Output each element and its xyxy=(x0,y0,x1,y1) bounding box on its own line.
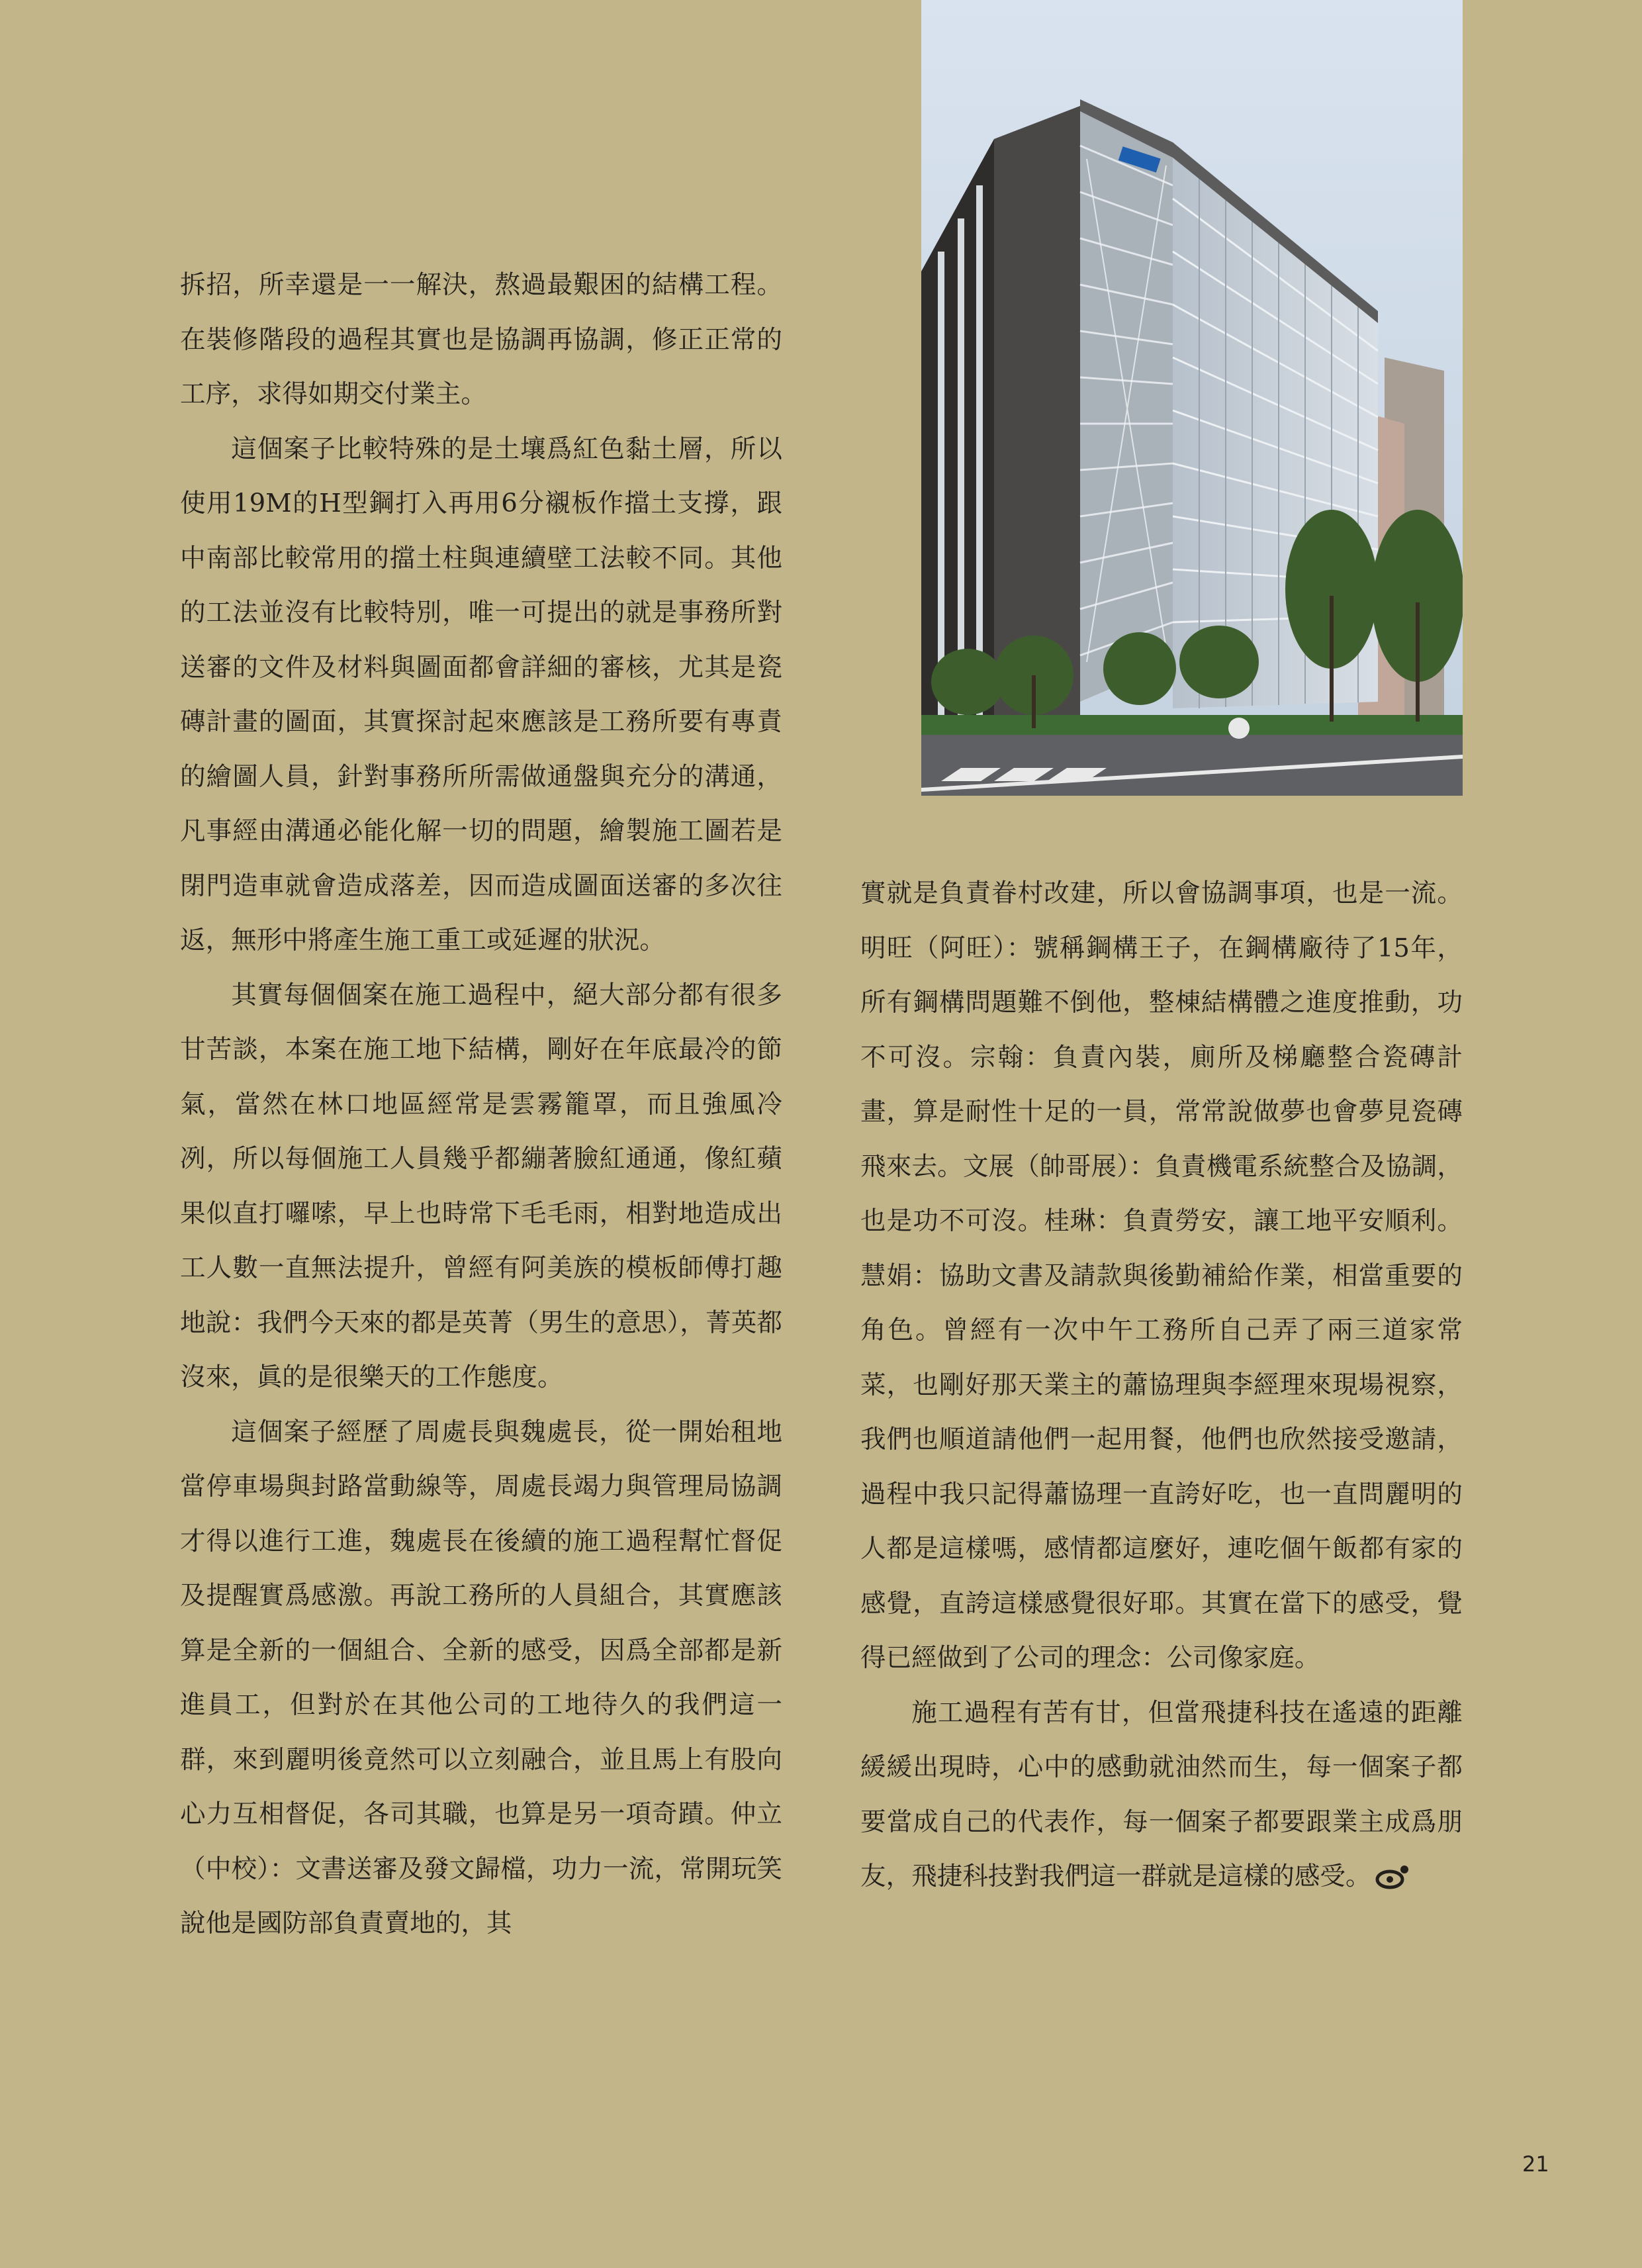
building-photo xyxy=(921,0,1463,796)
left-paragraph-2: 這個案子比較特殊的是土壤爲紅色黏土層，所以使用19M的H型鋼打入再用6分襯板作擋土支撐，跟中南部比較常用的擋土柱與連續壁工法較不同。其他的工法並沒有比較特別，唯一可提出的就是事務所對送審的文件及材料與圖面都會詳細的審核，尤其是瓷磚計畫的圖面，其實探討起來應該是工務所要有專責的繪圖人員，針對事務所所需做通盤與充分的溝通，凡事經由溝通必能化解一切的問題，繪製施工圖若是閉門造車就會造成落差，因而造成圖面送審的多次往返，無形中將產生施工重工或延遲的狀況。 xyxy=(180,434,782,955)
left-paragraph-3: 其實每個個案在施工過程中，絕大部分都有很多甘苦談，本案在施工地下結構，剛好在年底最冷的節氣，當然在林口地區經常是雲霧籠罩，而且強風冷冽，所以每個施工人員幾乎都繃著臉紅通通，像紅蘋果似直打囉嗦，早上也時常下毛毛雨，相對地造成出工人數一直無法提升，曾經有阿美族的模板師傅打趣地說：我們今天來的都是英菁（男生的意思），菁英都沒來，眞的是很樂天的工作態度。 xyxy=(180,980,782,1392)
end-of-article-icon xyxy=(1375,1864,1410,1893)
left-text-column xyxy=(180,258,782,1952)
left-paragraph-4: 這個案子經歷了周處長與魏處長，從一開始租地當停車場與封路當動線等，周處長竭力與管理局協調才得以進行工進，魏處長在後續的施工過程幫忙督促及提醒實爲感激。再說工務所的人員組合，其實應該算是全新的一個組合、全新的感受，因爲全部都是新進員工，但對於在其他公司的工地待久的我們這一群，來到麗明後竟然可以立刻融合，並且馬上有股向心力互相督促，各司其職，也算是另一項奇蹟。仲立（中校）：文書送審及發文歸檔，功力一流，常開玩笑說他是國防部負責賣地的，其 xyxy=(180,1417,782,1938)
right-paragraph-2-text: 施工過程有苦有甘，但當飛捷科技在遙遠的距離緩緩出現時，心中的感動就油然而生，每一個案子都要當成自己的代表作，每一個案子都要跟業主成爲朋友，飛捷科技對我們這一群就是這樣的感受。 xyxy=(860,1697,1463,1891)
right-text-column xyxy=(860,867,1463,1905)
right-paragraph-1: 實就是負責眷村改建，所以會協調事項，也是一流。明旺（阿旺）：號稱鋼構王子，在鋼構廠待了15年，所有鋼構問題難不倒他，整棟結構體之進度推動，功不可沒。宗翰：負責內裝，廁所及梯廳整合瓷磚計畫，算是耐性十足的一員，常常說做夢也會夢見瓷磚飛來去。文展（帥哥展）：負責機電系統整合及協調，也是功不可沒。桂琳：負責勞安，讓工地平安順利。慧娟：協助文書及請款與後勤補給作業，相當重要的角色。曾經有一次中午工務所自己弄了兩三道家常菜，也剛好那天業主的蕭協理與李經理來現場視察，我們也順道請他們一起用餐，他們也欣然接受邀請，過程中我只記得蕭協理一直誇好吃，也一直問麗明的人都是這樣嗎，感情都這麼好，連吃個午飯都有家的感覺，直誇這樣感覺很好耶。其實在當下的感受，覺得已經做到了公司的理念：公司像家庭。 xyxy=(860,878,1463,1673)
page-number: 21 xyxy=(1522,2151,1549,2177)
right-paragraph-2 xyxy=(860,1686,1463,1905)
left-paragraph-1: 拆招，所幸還是一一解決，熬過最艱困的結構工程。在裝修階段的過程其實也是協調再協調，修正正常的工序，求得如期交付業主。 xyxy=(180,270,782,409)
